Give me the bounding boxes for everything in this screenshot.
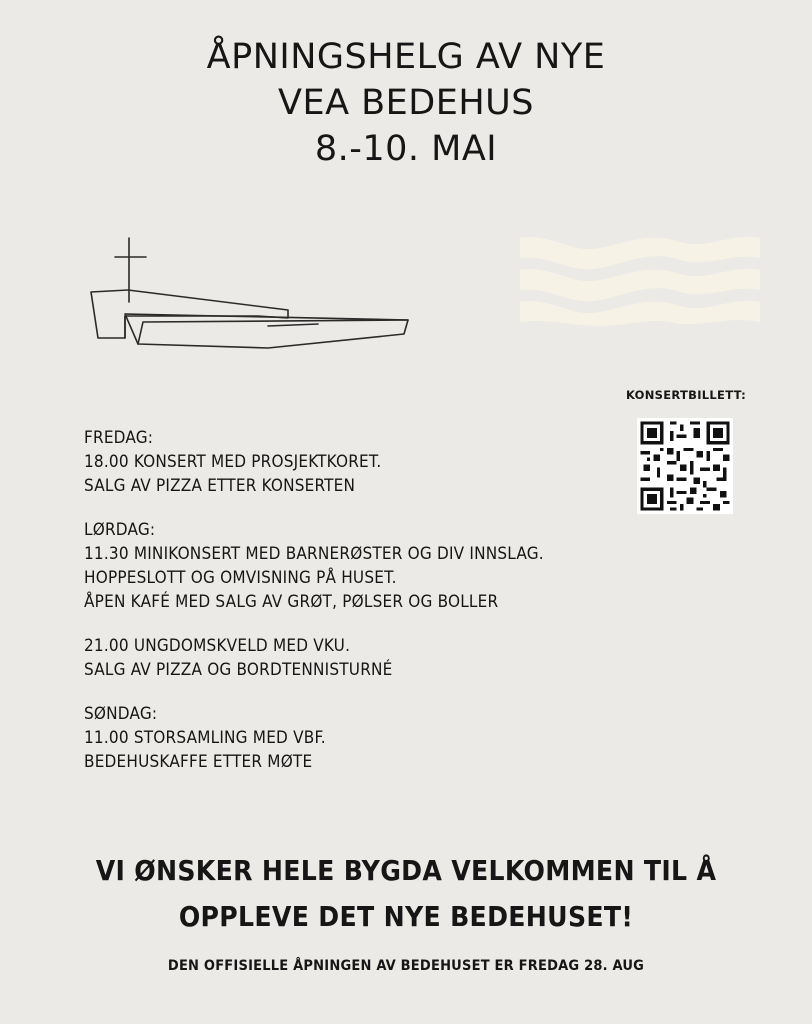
official-opening-note: DEN OFFISIELLE ÅPNINGEN AV BEDEHUSET ER FREDAG 28. AUG bbox=[167, 958, 645, 974]
title-line-1: ÅPNINGSHELG AV NYE bbox=[206, 37, 606, 77]
saturday-block bbox=[84, 518, 544, 614]
friday-line-2: SALG AV PIZZA ETTER KONSERTEN bbox=[84, 476, 356, 496]
saturday-heading: LØRDAG: bbox=[84, 520, 156, 540]
friday-block bbox=[84, 426, 544, 498]
sunday-line-2: BEDEHUSKAFFE ETTER MØTE bbox=[84, 752, 313, 772]
friday-line-1: 18.00 KONSERT MED PROSJEKTKORET. bbox=[84, 452, 382, 472]
welcome-message bbox=[0, 848, 812, 940]
saturday-evening-block bbox=[84, 634, 544, 682]
saturday-evening-line-2: SALG AV PIZZA OG BORDTENNISTURNÉ bbox=[84, 660, 393, 680]
ticket-label: KONSERTBILLETT: bbox=[625, 388, 747, 402]
saturday-evening-line-1: 21.00 UNGDOMSKVELD MED VKU. bbox=[84, 636, 351, 656]
saturday-line-1: 11.30 MINIKONSERT MED BARNERØSTER OG DIV INNSLAG. bbox=[84, 544, 544, 564]
poster-title bbox=[0, 34, 812, 172]
friday-heading: FREDAG: bbox=[84, 428, 154, 448]
sunday-block bbox=[84, 702, 544, 774]
welcome-line-1: VI ØNSKER HELE BYGDA VELKOMMEN TIL Å bbox=[95, 854, 717, 887]
title-line-2: VEA BEDEHUS bbox=[278, 83, 534, 123]
waves-logo-icon bbox=[520, 236, 760, 326]
sunday-line-1: 11.00 STORSAMLING MED VBF. bbox=[84, 728, 326, 748]
title-line-3: 8.-10. MAI bbox=[314, 129, 498, 169]
welcome-line-2: OPPLEVE DET NYE BEDEHUSET! bbox=[178, 900, 634, 933]
chapel-logo-icon bbox=[88, 234, 413, 350]
qr-code-icon[interactable] bbox=[637, 418, 733, 514]
program-schedule bbox=[84, 426, 544, 794]
saturday-line-3: ÅPEN KAFÉ MED SALG AV GRØT, PØLSER OG BOLLER bbox=[84, 592, 499, 612]
sunday-heading: SØNDAG: bbox=[84, 704, 158, 724]
saturday-line-2: HOPPESLOTT OG OMVISNING PÅ HUSET. bbox=[84, 568, 397, 588]
